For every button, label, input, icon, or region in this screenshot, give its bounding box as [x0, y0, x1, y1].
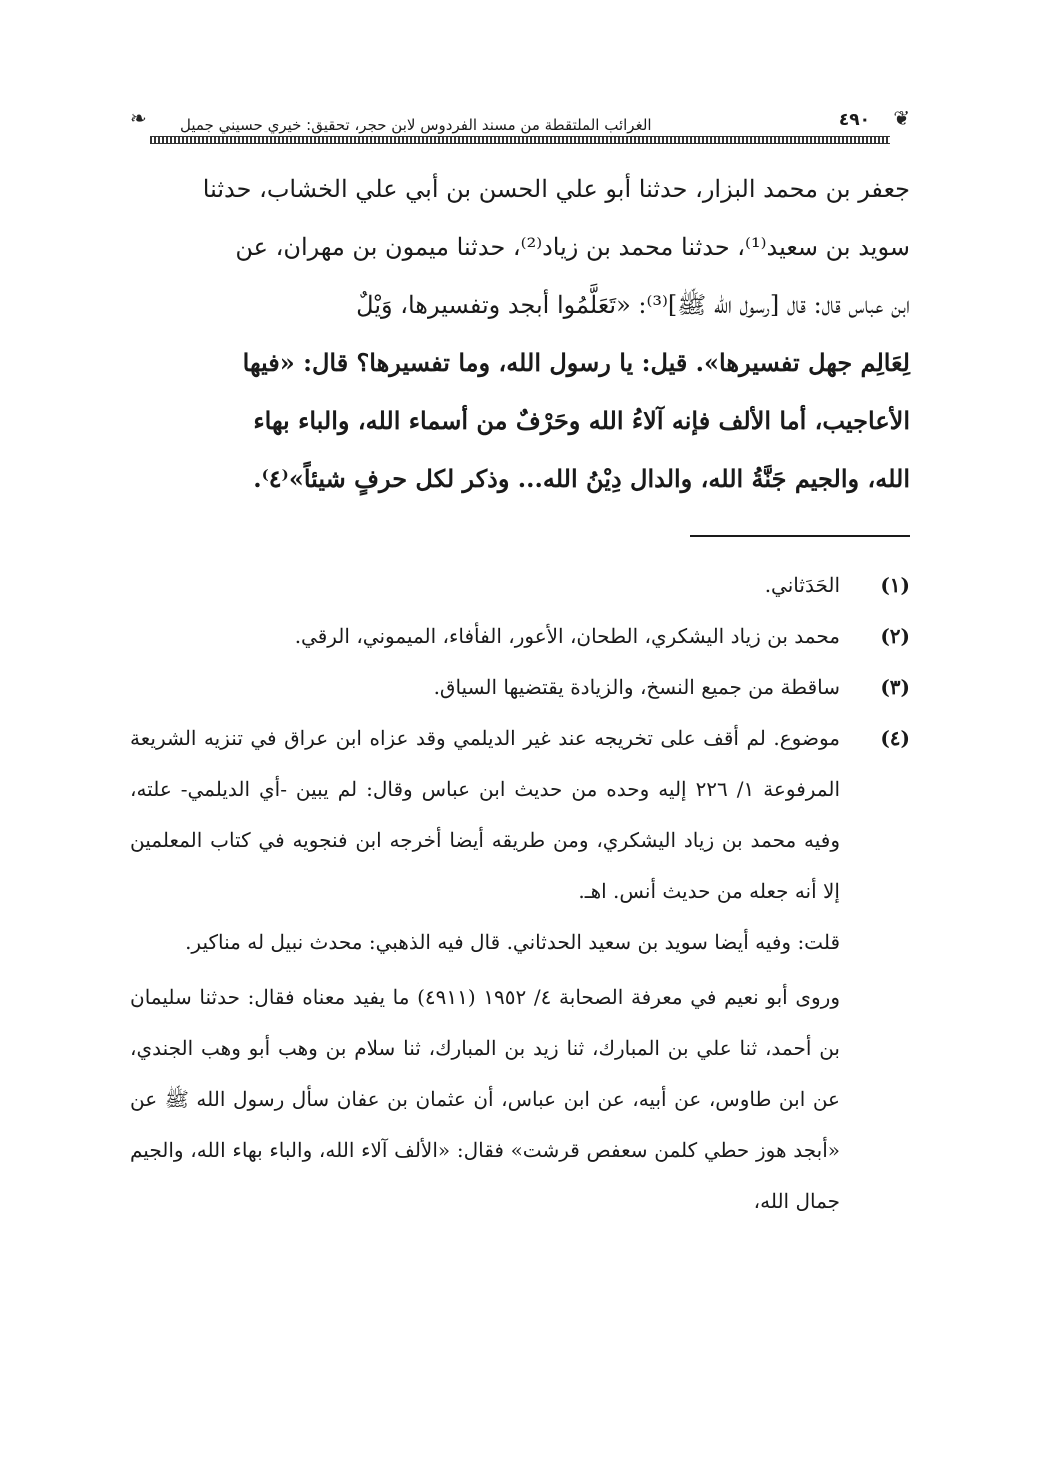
footnote-text: موضوع. لم أقف على تخريجه عند غير الديلمي وقد عزاه ابن عراق في تنزيه الشريعة المرفوعة ١/ ٢٢٦ إليه وحده من حديث ابن عباس وقال: لم يبين -أي الديلمي- علته، وفيه محمد بن زياد اليشكري، ومن طريقه أيضا أخرجه ابن فنجويه في كتاب المعلمين إلا أنه جعله من حديث أنس. اهـ. [130, 726, 840, 903]
flourish-right-icon: ❦ [893, 106, 910, 130]
running-title: الغرائب الملتقطة من مسند الفردوس لابن حجر، تحقيق: خيري حسيني جميل [180, 116, 652, 134]
page-header [130, 104, 910, 144]
page-number: ٤٩٠ [838, 110, 870, 130]
footnote-item [130, 662, 910, 713]
footnote-item [130, 713, 910, 917]
flourish-left-icon: ❧ [130, 106, 147, 130]
footnote-paragraph: قلت: وفيه أيضا سويد بن سعيد الحدثاني. قال فيه الذهبي: محدث نبيل له مناكير. [185, 930, 840, 954]
header-rule [150, 136, 890, 144]
footnote-text: الحَدَثاني. [764, 573, 840, 597]
main-line: ابن عباس قال: قال [رسول الله ﷺ]⁽³⁾: «تَعَلَّمُوا أبجد وتفسيرها، وَيْلٌ [356, 291, 910, 319]
footnote-number: (١) [880, 573, 910, 597]
footnote-number: (٤) [880, 726, 910, 750]
footnote-text: ساقطة من جميع النسخ، والزيادة يقتضيها السياق. [433, 675, 840, 699]
footnote-separator [690, 535, 910, 537]
footnote-number: (٣) [880, 675, 910, 699]
footnote-number: (٢) [880, 624, 910, 648]
main-line: الله، والجيم جَنَّةُ الله، والدال دِيْنُ الله... وذكر لكل حرفٍ شيئاً»⁽٤⁾. [253, 464, 910, 493]
main-line: الأعاجيب، أما الألف فإنه آلاءُ الله وحَرْفٌ من أسماء الله، والباء بهاء [253, 406, 910, 435]
main-line: جعفر بن محمد البزار، حدثنا أبو علي الحسن بن أبي علي الخشاب، حدثنا [202, 175, 910, 203]
footnote-item [130, 611, 910, 662]
footnotes [130, 560, 910, 1227]
main-line: لِعَالِم جهل تفسيرها». قيل: يا رسول الله، وما تفسيرها؟ قال: «فيها [242, 348, 910, 377]
footnote-item [130, 560, 910, 611]
footnote-text: محمد بن زياد اليشكري، الطحان، الأعور، الفأفاء، الميموني، الرقي. [294, 624, 840, 648]
main-text [130, 160, 910, 508]
main-line: سويد بن سعيد⁽¹⁾، حدثنا محمد بن زياد⁽²⁾، حدثنا ميمون بن مهران، عن [235, 233, 910, 261]
footnote-paragraph: وروى أبو نعيم في معرفة الصحابة ٤/ ١٩٥٢ (٤٩١١) ما يفيد معناه فقال: حدثنا سليمان بن أحمد، ثنا علي بن المبارك، ثنا زيد بن المبارك، ثنا سلام بن وهب أبو وهب الجندي، عن ابن طاوس، عن أبيه، عن ابن عباس، أن عثمان بن عفان سأل رسول الله ﷺ عن «أبجد هوز حطي كلمن سعفص قرشت» فقال: «الألف آلاء الله، والباء بهاء الله، والجيم جمال الله، [130, 985, 840, 1213]
